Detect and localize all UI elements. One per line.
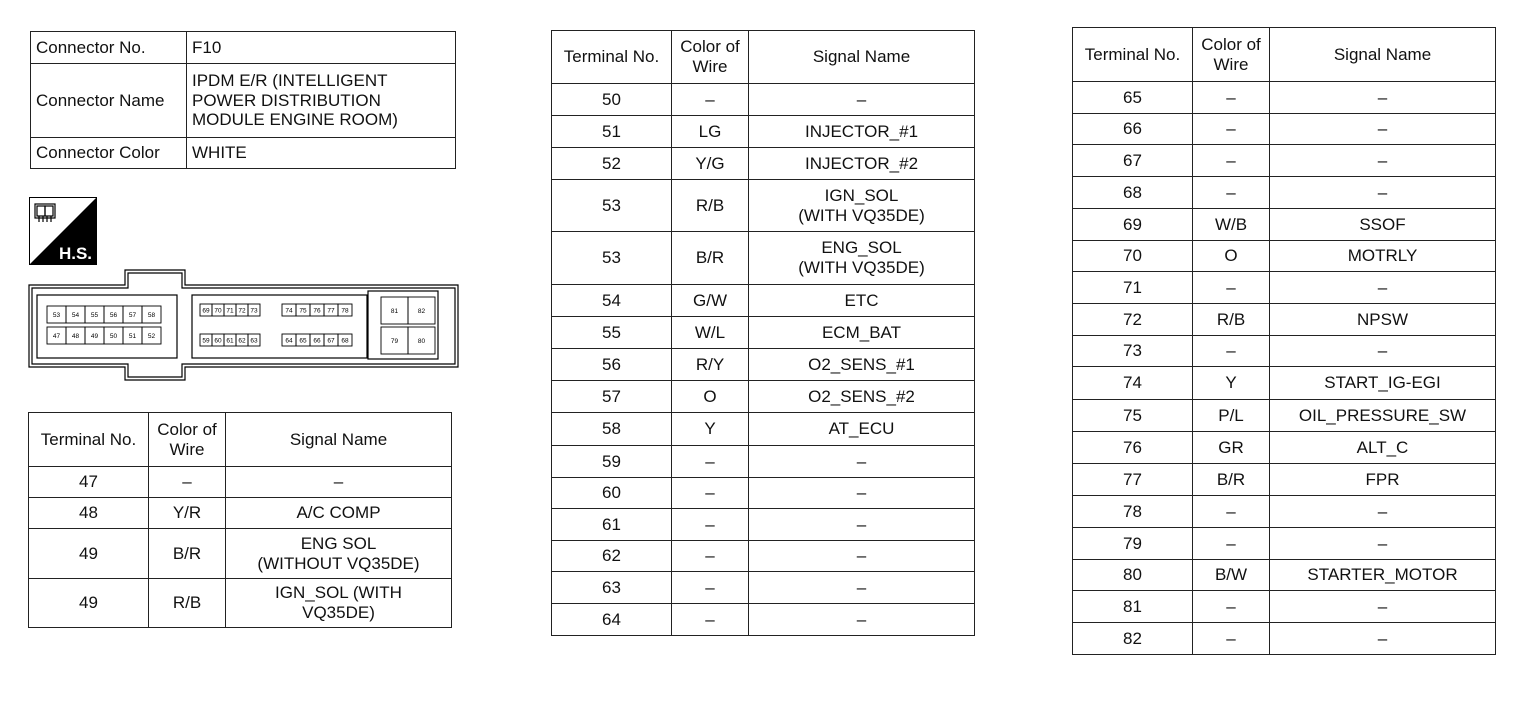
table-row xyxy=(552,509,975,541)
signal-name-cell: NPSW xyxy=(1270,304,1496,336)
signal-name-cell: O2_SENS_#1 xyxy=(749,349,975,381)
pin-label: 56 xyxy=(109,311,118,319)
pin-label: 50 xyxy=(109,332,118,340)
pin-label: 48 xyxy=(71,332,80,340)
pin-label: 52 xyxy=(147,332,156,340)
wire-color-cell: R/Y xyxy=(672,349,749,381)
wire-color-cell: R/B xyxy=(1193,304,1270,336)
wire-color-cell: – xyxy=(672,541,749,572)
table-row xyxy=(552,446,975,478)
wire-color-cell: – xyxy=(672,509,749,541)
terminal-no-cell: 55 xyxy=(552,317,672,349)
table-row xyxy=(1073,623,1496,655)
wire-color-cell: O xyxy=(1193,241,1270,272)
signal-name-cell: ETC xyxy=(749,285,975,317)
header-signal-name: Signal Name xyxy=(749,31,975,84)
table-row xyxy=(1073,560,1496,591)
pin-label: 72 xyxy=(238,307,246,315)
table-row xyxy=(552,148,975,180)
signal-name-cell: IGN_SOL (WITH VQ35DE) xyxy=(749,180,975,232)
wire-color-cell: B/R xyxy=(149,529,226,579)
pin-label: 59 xyxy=(202,337,210,345)
table-row xyxy=(552,116,975,148)
terminal-no-cell: 47 xyxy=(29,467,149,498)
wire-color-cell: – xyxy=(672,446,749,478)
wire-color-cell: B/R xyxy=(1193,464,1270,496)
signal-name-cell: ECM_BAT xyxy=(749,317,975,349)
terminal-no-cell: 67 xyxy=(1073,145,1193,177)
header-wire-color: Color of Wire xyxy=(672,31,749,84)
signal-name-cell: – xyxy=(1270,272,1496,304)
connector-block-b xyxy=(200,304,352,346)
table-row xyxy=(552,285,975,317)
terminal-table-right xyxy=(1072,27,1496,655)
terminal-no-cell: 49 xyxy=(29,529,149,579)
table-row xyxy=(552,232,975,285)
header-signal-name: Signal Name xyxy=(226,413,452,467)
terminal-no-cell: 69 xyxy=(1073,209,1193,241)
terminal-no-cell: 66 xyxy=(1073,114,1193,145)
signal-name-cell: – xyxy=(749,604,975,636)
terminal-no-cell: 78 xyxy=(1073,496,1193,528)
terminal-no-cell: 74 xyxy=(1073,367,1193,400)
pin-label: 55 xyxy=(90,311,99,319)
pin-label: 73 xyxy=(250,307,258,315)
table-row xyxy=(1073,241,1496,272)
connector-color-row xyxy=(31,138,456,169)
table-row xyxy=(1073,336,1496,367)
header-signal-name: Signal Name xyxy=(1270,28,1496,82)
pin-label: 62 xyxy=(238,337,246,345)
signal-name-cell: A/C COMP xyxy=(226,498,452,529)
terminal-no-cell: 81 xyxy=(1073,591,1193,623)
wire-color-cell: G/W xyxy=(672,285,749,317)
wire-color-cell: O xyxy=(672,381,749,413)
table-row xyxy=(552,413,975,446)
connector-name-value: IPDM E/R (INTELLIGENT POWER DISTRIBUTION MODULE ENGINE ROOM) xyxy=(187,64,456,138)
terminal-no-cell: 60 xyxy=(552,478,672,509)
terminal-table-middle xyxy=(551,30,975,636)
signal-name-cell: O2_SENS_#2 xyxy=(749,381,975,413)
wire-color-cell: W/B xyxy=(1193,209,1270,241)
signal-name-cell: MOTRLY xyxy=(1270,241,1496,272)
terminal-no-cell: 62 xyxy=(552,541,672,572)
signal-name-cell: – xyxy=(749,478,975,509)
terminal-no-cell: 82 xyxy=(1073,623,1193,655)
terminal-table-left xyxy=(28,412,452,628)
signal-name-cell: AT_ECU xyxy=(749,413,975,446)
harness-side-icon xyxy=(29,197,97,265)
signal-name-cell: START_IG-EGI xyxy=(1270,367,1496,400)
wire-color-cell: – xyxy=(1193,496,1270,528)
signal-name-cell: – xyxy=(1270,591,1496,623)
connector-no-value: F10 xyxy=(187,32,456,64)
wire-color-cell: – xyxy=(1193,114,1270,145)
connector-no-row xyxy=(31,32,456,64)
signal-name-cell: – xyxy=(1270,145,1496,177)
table-row xyxy=(1073,591,1496,623)
terminal-no-cell: 61 xyxy=(552,509,672,541)
terminal-no-cell: 51 xyxy=(552,116,672,148)
wire-color-cell: – xyxy=(672,84,749,116)
connector-color-label: Connector Color xyxy=(31,138,187,169)
pin-label: 67 xyxy=(327,337,335,345)
wire-color-cell: Y xyxy=(672,413,749,446)
pin-label: 47 xyxy=(52,332,61,340)
header-terminal-no: Terminal No. xyxy=(1073,28,1193,82)
signal-name-cell: STARTER_MOTOR xyxy=(1270,560,1496,591)
terminal-no-cell: 75 xyxy=(1073,400,1193,432)
wire-color-cell: Y xyxy=(1193,367,1270,400)
terminal-no-cell: 54 xyxy=(552,285,672,317)
wire-color-cell: – xyxy=(1193,82,1270,114)
table-row xyxy=(1073,177,1496,209)
pin-label: 69 xyxy=(202,307,210,315)
signal-name-cell: – xyxy=(749,446,975,478)
table-row xyxy=(1073,82,1496,114)
wire-color-cell: R/B xyxy=(672,180,749,232)
table-row xyxy=(1073,114,1496,145)
terminal-no-cell: 79 xyxy=(1073,528,1193,560)
terminal-no-cell: 56 xyxy=(552,349,672,381)
table-row xyxy=(1073,367,1496,400)
pin-label: 70 xyxy=(214,307,222,315)
pin-label: 63 xyxy=(250,337,258,345)
table-row xyxy=(552,381,975,413)
signal-name-cell: ENG SOL (WITHOUT VQ35DE) xyxy=(226,529,452,579)
header-terminal-no: Terminal No. xyxy=(29,413,149,467)
table-row xyxy=(552,572,975,604)
table-row xyxy=(552,349,975,381)
pin-label: 74 xyxy=(285,307,293,315)
wire-color-cell: GR xyxy=(1193,432,1270,464)
pin-label: 54 xyxy=(71,311,80,319)
signal-name-cell: IGN_SOL (WITH VQ35DE) xyxy=(226,579,452,628)
table-row xyxy=(552,180,975,232)
pin-label: 71 xyxy=(226,307,234,315)
connector-color-value: WHITE xyxy=(187,138,456,169)
wire-color-cell: W/L xyxy=(672,317,749,349)
terminal-no-cell: 57 xyxy=(552,381,672,413)
header-terminal-no: Terminal No. xyxy=(552,31,672,84)
pin-label: 57 xyxy=(128,311,137,319)
signal-name-cell: – xyxy=(1270,114,1496,145)
table-row xyxy=(1073,432,1496,464)
badge-text: H.S. xyxy=(58,244,92,263)
pin-label: 51 xyxy=(128,332,137,340)
signal-name-cell: SSOF xyxy=(1270,209,1496,241)
table-row xyxy=(29,579,452,628)
wire-color-cell: – xyxy=(1193,336,1270,367)
pin-label: 76 xyxy=(313,307,321,315)
wire-color-cell: – xyxy=(1193,145,1270,177)
table-row xyxy=(1073,145,1496,177)
connector-no-label: Connector No. xyxy=(31,32,187,64)
pin-label: 61 xyxy=(226,337,234,345)
terminal-no-cell: 52 xyxy=(552,148,672,180)
terminal-no-cell: 64 xyxy=(552,604,672,636)
terminal-no-cell: 48 xyxy=(29,498,149,529)
signal-name-cell: – xyxy=(1270,528,1496,560)
signal-name-cell: INJECTOR_#2 xyxy=(749,148,975,180)
table-row xyxy=(552,84,975,116)
pin-label: 49 xyxy=(90,332,99,340)
wire-color-cell: – xyxy=(1193,591,1270,623)
table-row xyxy=(1073,272,1496,304)
table-row xyxy=(552,478,975,509)
connector-face-diagram xyxy=(27,268,460,382)
table-row xyxy=(29,498,452,529)
header-wire-color: Color of Wire xyxy=(1193,28,1270,82)
wire-color-cell: R/B xyxy=(149,579,226,628)
pin-label: 66 xyxy=(313,337,321,345)
wire-color-cell: – xyxy=(149,467,226,498)
terminal-no-cell: 50 xyxy=(552,84,672,116)
pin-label: 81 xyxy=(390,307,399,315)
signal-name-cell: – xyxy=(1270,82,1496,114)
terminal-no-cell: 49 xyxy=(29,579,149,628)
signal-name-cell: OIL_PRESSURE_SW xyxy=(1270,400,1496,432)
pin-label: 75 xyxy=(299,307,307,315)
terminal-no-cell: 65 xyxy=(1073,82,1193,114)
wire-color-cell: B/W xyxy=(1193,560,1270,591)
wire-color-cell: Y/G xyxy=(672,148,749,180)
table-row xyxy=(1073,400,1496,432)
terminal-no-cell: 71 xyxy=(1073,272,1193,304)
table-row xyxy=(552,317,975,349)
pin-label: 60 xyxy=(214,337,222,345)
terminal-no-cell: 73 xyxy=(1073,336,1193,367)
connector-info-table xyxy=(30,31,456,169)
pin-label: 68 xyxy=(341,337,349,345)
table-row xyxy=(552,541,975,572)
signal-name-cell: – xyxy=(1270,177,1496,209)
signal-name-cell: – xyxy=(1270,336,1496,367)
table-row xyxy=(1073,496,1496,528)
pin-label: 82 xyxy=(417,307,426,315)
table-row xyxy=(29,529,452,579)
signal-name-cell: – xyxy=(749,509,975,541)
connector-name-row xyxy=(31,64,456,138)
signal-name-cell: FPR xyxy=(1270,464,1496,496)
signal-name-cell: ENG_SOL (WITH VQ35DE) xyxy=(749,232,975,285)
wire-color-cell: B/R xyxy=(672,232,749,285)
wire-color-cell: – xyxy=(672,572,749,604)
wire-color-cell: Y/R xyxy=(149,498,226,529)
terminal-no-cell: 58 xyxy=(552,413,672,446)
table-row xyxy=(29,467,452,498)
signal-name-cell: – xyxy=(749,84,975,116)
table-row xyxy=(1073,528,1496,560)
pin-label: 64 xyxy=(285,337,293,345)
terminal-no-cell: 70 xyxy=(1073,241,1193,272)
table-row xyxy=(1073,304,1496,336)
terminal-no-cell: 53 xyxy=(552,232,672,285)
signal-name-cell: INJECTOR_#1 xyxy=(749,116,975,148)
connector-block-c xyxy=(381,297,435,354)
table-row xyxy=(1073,464,1496,496)
connector-block-a xyxy=(47,306,161,344)
terminal-no-cell: 59 xyxy=(552,446,672,478)
pin-label: 79 xyxy=(390,337,399,345)
terminal-no-cell: 77 xyxy=(1073,464,1193,496)
terminal-no-cell: 76 xyxy=(1073,432,1193,464)
wire-color-cell: – xyxy=(672,604,749,636)
signal-name-cell: ALT_C xyxy=(1270,432,1496,464)
signal-name-cell: – xyxy=(749,572,975,604)
wire-color-cell: – xyxy=(1193,528,1270,560)
signal-name-cell: – xyxy=(226,467,452,498)
pin-label: 77 xyxy=(327,307,335,315)
terminal-no-cell: 53 xyxy=(552,180,672,232)
wire-color-cell: – xyxy=(1193,177,1270,209)
table-row xyxy=(552,604,975,636)
wire-color-cell: LG xyxy=(672,116,749,148)
signal-name-cell: – xyxy=(1270,496,1496,528)
pin-label: 78 xyxy=(341,307,349,315)
wire-color-cell: – xyxy=(672,478,749,509)
pin-label: 53 xyxy=(52,311,61,319)
connector-name-label: Connector Name xyxy=(31,64,187,138)
terminal-no-cell: 80 xyxy=(1073,560,1193,591)
wire-color-cell: – xyxy=(1193,623,1270,655)
signal-name-cell: – xyxy=(1270,623,1496,655)
signal-name-cell: – xyxy=(749,541,975,572)
pin-label: 58 xyxy=(147,311,156,319)
wire-color-cell: P/L xyxy=(1193,400,1270,432)
terminal-no-cell: 72 xyxy=(1073,304,1193,336)
table-row xyxy=(1073,209,1496,241)
pin-label: 80 xyxy=(417,337,426,345)
terminal-no-cell: 63 xyxy=(552,572,672,604)
terminal-no-cell: 68 xyxy=(1073,177,1193,209)
wire-color-cell: – xyxy=(1193,272,1270,304)
header-wire-color: Color of Wire xyxy=(149,413,226,467)
pin-label: 65 xyxy=(299,337,307,345)
